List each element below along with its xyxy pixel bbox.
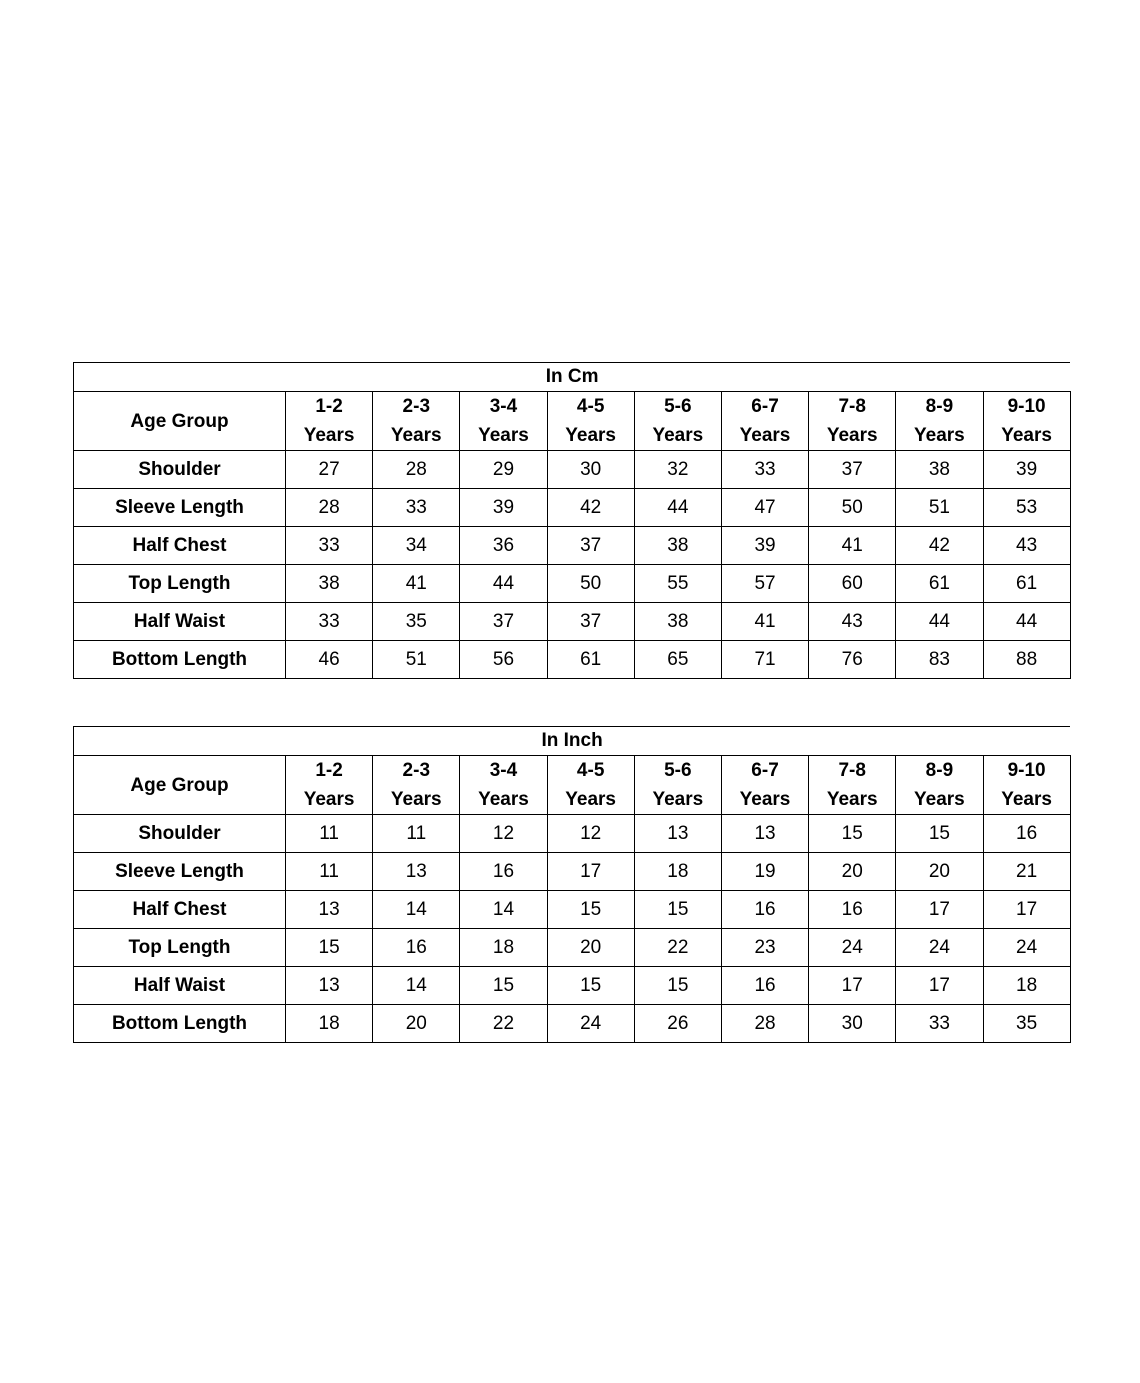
age-range: 6-7: [751, 396, 779, 417]
measurement-value: 37: [460, 603, 547, 641]
age-unit: Years: [1001, 425, 1052, 446]
measurement-value: 51: [373, 641, 460, 679]
measurement-value: 37: [809, 451, 896, 489]
measurement-value: 46: [286, 641, 373, 679]
measurement-value: 15: [460, 967, 547, 1005]
table-row: [74, 929, 1071, 967]
measurement-value: 26: [634, 1005, 721, 1043]
age-range: 2-3: [402, 396, 431, 417]
measurement-value: 28: [373, 451, 460, 489]
table-row: [74, 891, 1071, 929]
table-title: In Cm: [74, 363, 1071, 392]
measurement-value: 13: [634, 815, 721, 853]
age-unit: Years: [826, 789, 878, 810]
measurement-value: 34: [373, 527, 460, 565]
measurement-value: 60: [809, 565, 896, 603]
measurement-value: 16: [460, 853, 547, 891]
table-title-row: [74, 363, 1071, 392]
age-unit: Years: [478, 425, 529, 446]
measurement-value: 13: [286, 967, 373, 1005]
measurement-value: 61: [547, 641, 634, 679]
age-column-header: [721, 756, 808, 815]
measurement-value: 44: [460, 565, 547, 603]
measurement-label: Half Chest: [74, 891, 286, 929]
measurement-value: 38: [896, 451, 983, 489]
measurement-value: 24: [809, 929, 896, 967]
measurement-value: 37: [547, 603, 634, 641]
measurement-value: 24: [896, 929, 983, 967]
age-column-header: [634, 756, 721, 815]
measurement-value: 15: [634, 891, 721, 929]
age-range: 2-3: [402, 760, 431, 781]
measurement-value: 17: [547, 853, 634, 891]
measurement-value: 39: [721, 527, 808, 565]
size-chart-cm-table: [73, 362, 1071, 679]
measurement-value: 15: [634, 967, 721, 1005]
measurement-value: 30: [809, 1005, 896, 1043]
age-range: 8-9: [925, 396, 954, 417]
measurement-value: 14: [373, 967, 460, 1005]
measurement-value: 15: [547, 891, 634, 929]
measurement-value: 12: [547, 815, 634, 853]
age-range: 3-4: [489, 396, 518, 417]
age-column-header: [373, 756, 460, 815]
measurement-value: 33: [373, 489, 460, 527]
measurement-value: 61: [983, 565, 1070, 603]
age-range: 6-7: [751, 760, 779, 781]
measurement-value: 17: [896, 891, 983, 929]
measurement-value: 57: [721, 565, 808, 603]
measurement-value: 30: [547, 451, 634, 489]
age-unit: Years: [739, 789, 791, 810]
measurement-label: Shoulder: [74, 815, 286, 853]
measurement-value: 37: [547, 527, 634, 565]
age-column-header: [896, 756, 983, 815]
measurement-value: 22: [460, 1005, 547, 1043]
age-column-header: [547, 756, 634, 815]
measurement-value: 24: [547, 1005, 634, 1043]
measurement-label: Sleeve Length: [74, 853, 286, 891]
measurement-value: 35: [983, 1005, 1070, 1043]
measurement-value: 55: [634, 565, 721, 603]
age-range: 1-2: [315, 760, 343, 781]
measurement-value: 50: [809, 489, 896, 527]
age-range: 7-8: [838, 760, 866, 781]
age-column-header: [460, 756, 547, 815]
age-group-header: Age Group: [74, 392, 286, 451]
measurement-value: 33: [286, 603, 373, 641]
measurement-value: 76: [809, 641, 896, 679]
age-group-header: Age Group: [74, 756, 286, 815]
measurement-value: 83: [896, 641, 983, 679]
measurement-value: 16: [373, 929, 460, 967]
age-unit: Years: [478, 789, 529, 810]
measurement-value: 21: [983, 853, 1070, 891]
age-column-header: [460, 392, 547, 451]
measurement-value: 19: [721, 853, 808, 891]
age-column-header: [286, 756, 373, 815]
table-row: [74, 1005, 1071, 1043]
measurement-value: 29: [460, 451, 547, 489]
size-chart-inch-table: [73, 726, 1071, 1043]
age-column-header: [809, 756, 896, 815]
measurement-value: 33: [286, 527, 373, 565]
age-unit: Years: [303, 789, 355, 810]
age-range: 9-10: [1007, 760, 1046, 781]
measurement-value: 11: [286, 853, 373, 891]
measurement-value: 50: [547, 565, 634, 603]
measurement-value: 47: [721, 489, 808, 527]
measurement-value: 15: [896, 815, 983, 853]
table-row: [74, 967, 1071, 1005]
age-range: 8-9: [925, 760, 954, 781]
measurement-value: 41: [721, 603, 808, 641]
age-unit: Years: [1001, 789, 1052, 810]
age-unit: Years: [652, 789, 704, 810]
measurement-value: 16: [809, 891, 896, 929]
measurement-label: Half Waist: [74, 603, 286, 641]
measurement-value: 53: [983, 489, 1070, 527]
measurement-value: 20: [896, 853, 983, 891]
measurement-value: 38: [286, 565, 373, 603]
measurement-value: 88: [983, 641, 1070, 679]
age-unit: Years: [565, 425, 617, 446]
measurement-value: 32: [634, 451, 721, 489]
measurement-value: 41: [373, 565, 460, 603]
measurement-label: Top Length: [74, 929, 286, 967]
measurement-value: 23: [721, 929, 808, 967]
age-column-header: [547, 392, 634, 451]
measurement-value: 14: [460, 891, 547, 929]
measurement-value: 28: [286, 489, 373, 527]
age-column-header: [896, 392, 983, 451]
table-row: [74, 641, 1071, 679]
measurement-label: Bottom Length: [74, 641, 286, 679]
measurement-value: 18: [286, 1005, 373, 1043]
measurement-value: 17: [809, 967, 896, 1005]
age-unit: Years: [652, 425, 704, 446]
age-unit: Years: [739, 425, 791, 446]
measurement-label: Half Waist: [74, 967, 286, 1005]
measurement-value: 11: [286, 815, 373, 853]
table-title: In Inch: [74, 727, 1071, 756]
measurement-value: 18: [983, 967, 1070, 1005]
measurement-value: 14: [373, 891, 460, 929]
age-range: 9-10: [1007, 396, 1046, 417]
measurement-value: 13: [286, 891, 373, 929]
measurement-value: 39: [983, 451, 1070, 489]
table-header-row: [74, 756, 1071, 815]
measurement-value: 39: [460, 489, 547, 527]
age-column-header: [634, 392, 721, 451]
measurement-value: 20: [809, 853, 896, 891]
measurement-value: 44: [896, 603, 983, 641]
measurement-value: 12: [460, 815, 547, 853]
measurement-value: 42: [896, 527, 983, 565]
table-row: [74, 565, 1071, 603]
measurement-value: 38: [634, 527, 721, 565]
measurement-value: 18: [634, 853, 721, 891]
measurement-value: 44: [983, 603, 1070, 641]
measurement-label: Top Length: [74, 565, 286, 603]
age-column-header: [983, 392, 1070, 451]
age-column-header: [286, 392, 373, 451]
table-row: [74, 451, 1071, 489]
measurement-value: 36: [460, 527, 547, 565]
measurement-value: 71: [721, 641, 808, 679]
age-range: 1-2: [315, 396, 343, 417]
table-row: [74, 489, 1071, 527]
measurement-value: 18: [460, 929, 547, 967]
table-header-row: [74, 392, 1071, 451]
measurement-value: 16: [721, 967, 808, 1005]
measurement-value: 16: [983, 815, 1070, 853]
age-unit: Years: [826, 425, 878, 446]
measurement-value: 41: [809, 527, 896, 565]
measurement-value: 27: [286, 451, 373, 489]
age-unit: Years: [303, 425, 355, 446]
age-column-header: [721, 392, 808, 451]
age-unit: Years: [914, 425, 965, 446]
age-range: 4-5: [576, 396, 605, 417]
age-range: 5-6: [664, 396, 692, 417]
measurement-value: 61: [896, 565, 983, 603]
measurement-value: 35: [373, 603, 460, 641]
age-column-header: [983, 756, 1070, 815]
table-row: [74, 853, 1071, 891]
measurement-value: 24: [983, 929, 1070, 967]
measurement-value: 11: [373, 815, 460, 853]
measurement-label: Half Chest: [74, 527, 286, 565]
measurement-value: 15: [547, 967, 634, 1005]
measurement-value: 15: [286, 929, 373, 967]
measurement-value: 33: [896, 1005, 983, 1043]
age-unit: Years: [390, 789, 442, 810]
measurement-value: 28: [721, 1005, 808, 1043]
measurement-value: 13: [373, 853, 460, 891]
age-unit: Years: [390, 425, 442, 446]
measurement-value: 20: [373, 1005, 460, 1043]
measurement-value: 43: [983, 527, 1070, 565]
measurement-value: 15: [809, 815, 896, 853]
measurement-value: 22: [634, 929, 721, 967]
age-column-header: [809, 392, 896, 451]
measurement-value: 51: [896, 489, 983, 527]
measurement-label: Sleeve Length: [74, 489, 286, 527]
age-unit: Years: [914, 789, 965, 810]
measurement-value: 16: [721, 891, 808, 929]
measurement-label: Bottom Length: [74, 1005, 286, 1043]
age-range: 3-4: [489, 760, 518, 781]
age-range: 5-6: [664, 760, 692, 781]
measurement-value: 13: [721, 815, 808, 853]
measurement-value: 38: [634, 603, 721, 641]
measurement-value: 17: [896, 967, 983, 1005]
measurement-label: Shoulder: [74, 451, 286, 489]
age-unit: Years: [565, 789, 617, 810]
measurement-value: 17: [983, 891, 1070, 929]
measurement-value: 43: [809, 603, 896, 641]
table-title-row: [74, 727, 1071, 756]
age-column-header: [373, 392, 460, 451]
measurement-value: 44: [634, 489, 721, 527]
measurement-value: 65: [634, 641, 721, 679]
measurement-value: 42: [547, 489, 634, 527]
table-row: [74, 603, 1071, 641]
age-range: 7-8: [838, 396, 866, 417]
measurement-value: 20: [547, 929, 634, 967]
measurement-value: 56: [460, 641, 547, 679]
age-range: 4-5: [576, 760, 605, 781]
table-row: [74, 527, 1071, 565]
table-row: [74, 815, 1071, 853]
measurement-value: 33: [721, 451, 808, 489]
